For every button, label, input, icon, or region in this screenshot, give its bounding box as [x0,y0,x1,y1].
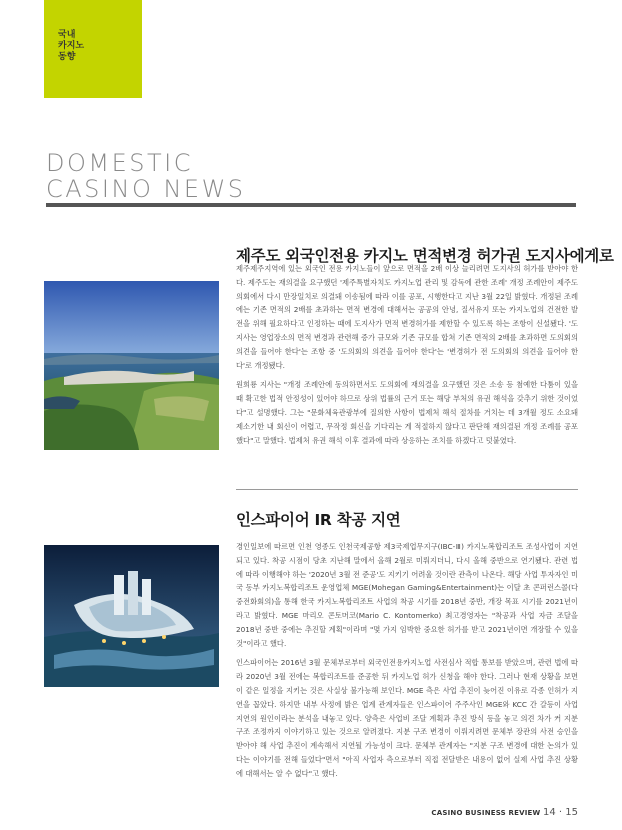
section-tab-label [58,30,84,63]
section-tab-line: 카지노 [58,41,85,51]
resort-rendering-photo [44,545,219,687]
article-paragraph: 인스파이어는 2016년 3월 문체부로부터 외국인전용카지노업 사전심사 적합 통보를 받았으며, 관련 법에 따라 2020년 3월 전에는 복합리조트를 준공한 뒤 카지노업 허가 신청을 해야 한다. 그러나 현재 상황을 보면 이 같은 일정을 지키는 것은 사실상 불가능해 보인다. MGE 측은 사업 추진이 늦어진 이유로 각종 인허가 지연을 꼽았다. 하지만 내부 사정에 밝은 업계 관계자들은 인스파이어 주주사인 MGE와 KCC 간 갈등이 사업 지연의 원인이라는 분석을 내놓고 있다. 양측은 사업비 조달 계획과 추진 방식 등을 놓고 의견 차가 커 지분 구조 조정까지 이야기하고 있는 것으로 알려졌다. 지분 구조 변경이 이뤄지려면 문체부 장관의 사전 승인을 받아야 해 사업 추진이 계속해서 지연될 가능성이 크다. 문체부 관계자는 "지분 구조 변경에 대한 논의가 있다는 이야기를 전해 들었다"면서 "아직 사업자 측으로부터 직접 전달받은 내용이 없어 실제 사업 추진 상황에 대해서는 알 수 없다"고 했다. [236,658,578,778]
section-tab-line: 동향 [58,52,76,62]
article-body [236,540,578,787]
article-paragraph: 경인일보에 따르면 인천 영종도 인천국제공항 제3국제업무지구(IBC-Ⅲ) 카지노복합리조트 조성사업이 지연되고 있다. 착공 시점이 당초 지난해 말에서 올해 2월로 미뤄지더니, 다시 올해 중반으로 연기됐다. 관련 법에 따라 이행해야 하는 '2020년 3월 전 준공'도 지키기 어려울 것이란 관측이 나온다. 해당 사업 투자자인 미국 동부 카지노복합리조트 운영업체 MGE(Mohegan Gaming&Entertainment)는 이달 초 콘퍼런스콜(다중전화회의)을 통해 한국 카지노복합리조트 사업의 착공 시기를 2018년 중반, 개장 목표 시기를 2021년이라고 밝혔다. MGE 마리오 콘토머코(Mario C. Kontomerko) 최고경영자는 "착공과 사업 자금 조달을 2018년 중반 중에는 추진할 계획"이라며 "몇 가지 임박한 중요한 허가를 받고 2021년이면 개장할 수 있을 것"이라고 했다. [236,542,578,648]
page-title-line: CASINO NEWS [46,175,246,203]
jeju-coast-illustration [44,281,219,450]
article-headline: 인스파이어 IR 착공 지연 [236,511,401,529]
article-paragraph: 제주제주지역에 있는 외국인 전용 카지노들이 앞으로 면적을 2배 이상 늘리려면 도지사의 허가를 받아야 한다. 제주도는 재의결을 요구했던 '제주특별자치도 카지노업 관리 및 감독에 관한 조례' 개정 조례안이 제주도의회에서 다시 만장일치로 의결돼 이송됨에 따라 이를 공포, 시행한다고 지난 3월 22일 밝혔다. 개정된 조례에는 기존 면적의 2배를 초과하는 면적 변경에 대해서는 공공의 안녕, 질서유지 또는 카지노업의 건전한 발전을 위해 필요하다고 인정하는 때에 도지사가 면적 변경허가를 제한할 수 있도록 하는 조항이 신설됐다. '도지사는 영업장소의 면적 변경과 관련해 증가 규모와 기존 규모를 합쳐 기존 면적의 2배를 초과하면 도의회의 의견을 들어야 한다'는 조항 중 '도의회의 의견을 들어야 한다'는 '변경허가 전 도의회의 의견을 들어야 한다'로 개정됐다. [236,264,578,370]
page-numbers: 14 · 15 [543,807,578,818]
article-paragraph: 원희룡 지사는 "개정 조례안에 동의하면서도 도의회에 재의결을 요구했던 것은 소송 등 첨예한 다툼이 있을 때 확고한 법적 안정성이 있어야 하므로 상위 법률의 근거 또는 해당 부처의 유권 해석을 갖추기 위한 것이었다"고 설명했다. 그는 "문화체육관광부에 질의한 사항이 법제처 해석 절차를 거치는 데 3개월 정도 소요돼 제소기한 내 회신이 어렵고, 무작정 회신을 기다리는 게 적절하지 않다고 판단해 재의결된 개정 조례를 공포했다"고 말했다. 법제처 유권 해석 이후 결과에 따라 상응하는 조치를 하겠다고 덧붙였다. [236,380,578,445]
section-tab-line: 국내 [58,30,76,40]
page-title-line: DOMESTIC [46,149,193,177]
article-headline: 제주도 외국인전용 카지노 면적변경 허가권 도지사에게로 [236,247,614,265]
page-footer [431,807,578,818]
magazine-name: CASINO BUSINESS REVIEW [431,809,541,817]
resort-rendering-illustration [44,545,219,687]
section-tab [44,0,142,98]
jeju-coast-photo [44,281,219,450]
page-title [46,150,246,202]
article-body [236,262,578,453]
article-divider [236,489,578,490]
title-rule [46,203,576,207]
